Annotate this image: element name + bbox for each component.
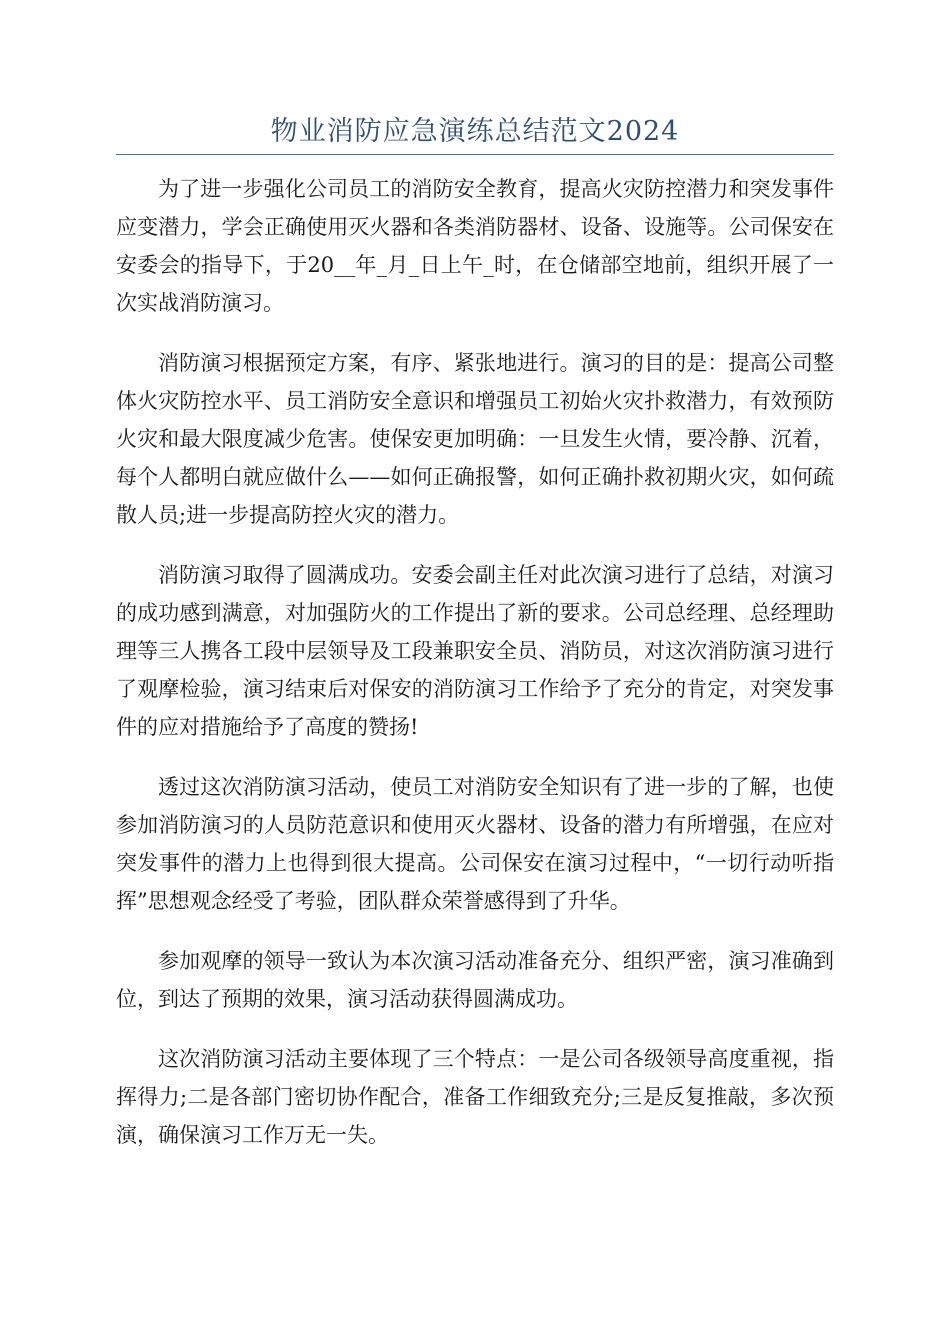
title-underline <box>116 154 834 155</box>
paragraph-6: 这次消防演习活动主要体现了三个特点：一是公司各级领导高度重视，指挥得力;二是各部门密切协作配合，准备工作细致充分;三是反复推敲，多次预演，确保演习工作万无一失。 <box>116 1047 834 1147</box>
paragraph-3: 消防演习取得了圆满成功。安委会副主任对此次演习进行了总结，对演习的成功感到满意，对加强防火的工作提出了新的要求。公司总经理、总经理助理等三人携各工段中层领导及工段兼职安全员、消防员，对这次消防演习进行了观摩检验，演习结束后对保安的消防演习工作给予了充分的肯定，对突发事件的应对措施给予了高度的赞扬! <box>116 563 834 739</box>
paragraph-1: 为了进一步强化公司员工的消防安全教育，提高火灾防控潜力和突发事件应变潜力，学会正确使用灭火器和各类消防器材、设备、设施等。公司保安在安委会的指导下，于20__年_月_日上午_时，在仓储部空地前，组织开展了一次实战消防演习。 <box>116 177 834 315</box>
paragraph-5: 参加观摩的领导一致认为本次演习活动准备充分、组织严密，演习准确到位，到达了预期的效果，演习活动获得圆满成功。 <box>116 949 834 1011</box>
paragraph-2: 消防演习根据预定方案，有序、紧张地进行。演习的目的是：提高公司整体火灾防控水平、员工消防安全意识和增强员工初始火灾扑救潜力，有效预防火灾和最大限度减少危害。使保安更加明确：一旦发生火情，要冷静、沉着，每个人都明白就应做什么——如何正确报警，如何正确扑救初期火灾，如何疏散人员;进一步提高防控火灾的潜力。 <box>116 351 834 527</box>
paragraph-4: 透过这次消防演习活动，使员工对消防安全知识有了进一步的了解，也使参加消防演习的人员防范意识和使用灭火器材、设备的潜力有所增强，在应对突发事件的潜力上也得到很大提高。公司保安在演习过程中，“一切行动听指挥”思想观念经受了考验，团队群众荣誉感得到了升华。 <box>116 775 834 913</box>
document-title: 物业消防应急演练总结范文2024 <box>270 116 680 147</box>
document-body <box>116 170 834 1176</box>
